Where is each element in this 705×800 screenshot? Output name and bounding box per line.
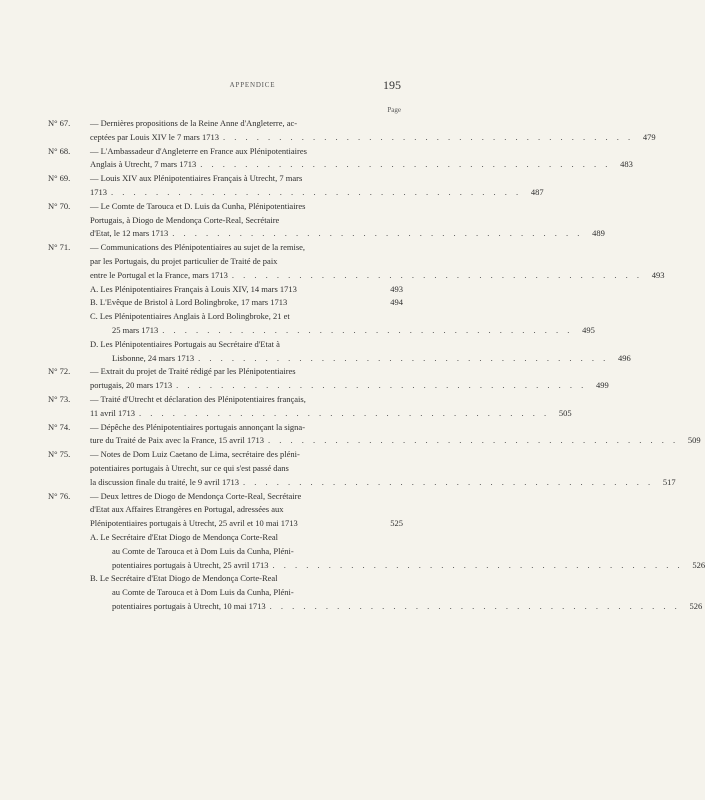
entry-text: — Dernières propositions de la Reine Anne d'Angleterre, ac- (90, 118, 298, 128)
entry-line (90, 241, 403, 255)
entry-text: Portugais, à Diogo de Mendonça Corte-Real, Secrétaire (90, 214, 280, 225)
dot-leader: . . . . . . . . . . . . . . . . . . . . . . . . . . . . . . . . . . . . . (176, 380, 587, 391)
dot-leader: . . . . . . . . . . . . . . . . . . . . . . . . . . . . . . . . . . . . . (162, 324, 573, 335)
entry-line (90, 117, 403, 131)
entry-line (90, 490, 403, 504)
page-ref: 517 (662, 476, 676, 487)
entry-text: par les Portugais, du projet particulier de Traité de paix (90, 255, 278, 266)
entry-line (90, 586, 403, 600)
entry-text: potentiaires portugais à Utrecht, 25 avril 1713 (112, 559, 269, 570)
toc-entry (48, 117, 656, 145)
entry-text: — Notes de Dom Luiz Caetano de Lima, secrétaire des pléni- (90, 449, 300, 460)
entry-line (90, 434, 701, 448)
entry-line (90, 158, 633, 172)
toc-entry (48, 448, 676, 489)
entry-text: — Louis XIV aux Plénipotentiaires Français à Utrecht, 7 mars (90, 173, 303, 184)
entry-text: entre le Portugal et la France, mars 1713 (90, 269, 228, 280)
page-ref: 525 (390, 518, 403, 529)
dot-leader: . . . . . . . . . . . . . . . . . . . . . . . . . . . . . . . . . . . . . (198, 352, 609, 363)
page-ref: 493 (390, 283, 403, 294)
toc-entry (48, 200, 605, 241)
entry-body (90, 365, 609, 393)
entry-line (90, 200, 403, 214)
entry-body (90, 241, 665, 365)
entry-line (90, 448, 403, 462)
entry-line (90, 462, 403, 476)
table-of-contents (48, 117, 705, 614)
entry-text: Lisbonne, 24 mars 1713 (112, 352, 195, 363)
entry-text: A. Les Plénipotentiaires Français à Louis XIV, 14 mars 1713 (90, 283, 297, 294)
entry-text: — Traité d'Utrecht et déclaration des Plénipotentiaires français, (90, 393, 306, 404)
entry-number: N° 72. (48, 366, 71, 377)
entry-number: N° 74. (48, 421, 71, 432)
entry-text: — L'Ambassadeur d'Angleterre en France aux Plénipotentiaires (90, 145, 307, 156)
entry-text: d'Etat aux Affaires Etrangères en Portugal, adressées aux (90, 504, 284, 515)
dot-leader: . . . . . . . . . . . . . . . . . . . . . . . . . . . . . . . . . . . . . (111, 186, 522, 197)
toc-entry (48, 172, 544, 200)
entry-text: A. Le Secrétaire d'Etat Diogo de Mendonça Corte-Real (90, 531, 278, 542)
entry-line (90, 421, 403, 435)
toc-entry (48, 490, 705, 614)
toc-subentry (90, 531, 705, 572)
entry-text: D. Les Plénipotentiaires Portugais au Secrétaire d'Etat à (90, 338, 280, 349)
entry-text: C. Les Plénipotentiaires Anglais à Lord Bolingbroke, 21 et (90, 311, 290, 322)
entry-body (90, 145, 633, 173)
entry-line (90, 227, 605, 241)
entry-line (90, 145, 403, 159)
entry-line (90, 283, 403, 297)
page-number: 195 (383, 78, 401, 92)
toc-entry (48, 241, 665, 365)
entry-text: B. L'Evêque de Bristol à Lord Bolingbroke, 17 mars 1713 (90, 297, 288, 308)
entry-text: d'Etat, le 12 mars 1713 (90, 228, 169, 239)
page-header (0, 78, 505, 94)
toc-subentry (90, 310, 595, 338)
dot-leader: . . . . . . . . . . . . . . . . . . . . . . . . . . . . . . . . . . . . . (272, 559, 684, 570)
page-ref: 493 (651, 269, 665, 280)
entry-number: N° 76. (48, 490, 71, 501)
page-ref: 499 (596, 380, 609, 391)
entry-line (90, 365, 403, 379)
entry-number: N° 75. (48, 449, 71, 460)
dot-leader: . . . . . . . . . . . . . . . . . . . . . . . . . . . . . . . . . . . . . (242, 476, 654, 487)
entry-line (90, 269, 665, 283)
entry-line (90, 559, 705, 573)
entry-line (90, 131, 656, 145)
entry-line (90, 600, 703, 614)
toc-subentry (90, 296, 403, 310)
entry-text: au Comte de Tarouca et à Dom Luis da Cunha, Pléni- (112, 545, 294, 556)
entry-number: N° 67. (48, 118, 71, 128)
entry-line (90, 531, 403, 545)
entry-text: potentiaires portugais à Utrecht, sur ce qui s'est passé dans (90, 462, 289, 473)
entry-text: au Comte de Tarouca et à Dom Luis da Cunha, Pléni- (112, 587, 294, 598)
entry-number: N° 71. (48, 242, 71, 253)
page-ref: 479 (642, 131, 656, 142)
entry-number: N° 70. (48, 200, 71, 211)
entry-text: B. Le Secrétaire d'Etat Diogo de Mendonça Corte-Real (90, 573, 278, 584)
entry-line (90, 393, 403, 407)
entry-text: portugais, 20 mars 1713 (90, 380, 173, 391)
entry-line (90, 517, 403, 531)
entry-body (90, 393, 572, 421)
entry-line (90, 407, 572, 421)
page-ref: 489 (592, 228, 605, 239)
dot-leader: . . . . . . . . . . . . . . . . . . . . . . . . . . . . . . . . . . . . . (200, 159, 611, 170)
entry-line (90, 296, 403, 310)
entry-body (90, 117, 656, 145)
entry-text: potentiaires portugais à Utrecht, 10 mai 1713 (112, 600, 266, 611)
entry-line (90, 338, 403, 352)
entry-line (90, 545, 403, 559)
entry-text: Anglais à Utrecht, 7 mars 1713 (90, 159, 197, 170)
entry-line (90, 186, 544, 200)
entry-line (90, 324, 595, 338)
entry-line (90, 379, 609, 393)
entry-text: ceptées par Louis XIV le 7 mars 1713 (90, 131, 219, 142)
entry-body (90, 172, 544, 200)
dot-leader: . . . . . . . . . . . . . . . . . . . . . . . . . . . . . . . . . . . . . (267, 435, 679, 446)
entry-text: — Deux lettres de Diogo de Mendonça Corte-Real, Secrétaire (90, 490, 302, 501)
entry-body (90, 421, 701, 449)
toc-entry (48, 365, 609, 393)
toc-subentry (90, 338, 631, 366)
dot-leader: . . . . . . . . . . . . . . . . . . . . . . . . . . . . . . . . . . . . . (222, 131, 634, 142)
page-ref: 494 (390, 297, 403, 308)
toc-entry (48, 421, 701, 449)
entry-text: 11 avril 1713 (90, 407, 136, 418)
entry-line (90, 476, 676, 490)
entry-number: N° 69. (48, 173, 71, 184)
entry-line (90, 172, 403, 186)
entry-text: — Le Comte de Tarouca et D. Luis da Cunha, Plénipotentiaires (90, 200, 306, 211)
page-ref: 526 (692, 559, 705, 570)
entry-text: Plénipotentiaires portugais à Utrecht, 25 avril et 10 mai 1713 (90, 518, 298, 529)
toc-entry (48, 393, 572, 421)
entry-body (90, 448, 676, 489)
entry-text: 1713 (90, 186, 107, 197)
entry-line (90, 503, 403, 517)
entry-text: — Extrait du projet de Traité rédigé par les Plénipotentiaires (90, 366, 296, 377)
entry-text: la discussion finale du traité, le 9 avril 1713 (90, 476, 239, 487)
entry-text: 25 mars 1713 (112, 324, 159, 335)
entry-text: ture du Traité de Paix avec la France, 15 avril 1713 (90, 435, 264, 446)
dot-leader: . . . . . . . . . . . . . . . . . . . . . . . . . . . . . . . . . . . . . (231, 269, 643, 280)
entry-body (90, 490, 705, 614)
toc-subentry (90, 572, 703, 613)
page-ref: 483 (620, 159, 633, 170)
page-ref: 526 (689, 600, 703, 611)
entry-line (90, 572, 403, 586)
page-ref: 496 (618, 352, 631, 363)
toc-entry (48, 145, 633, 173)
entry-text: — Dépêche des Plénipotentiaires portugais annonçant la signa- (90, 421, 306, 432)
dot-leader: . . . . . . . . . . . . . . . . . . . . . . . . . . . . . . . . . . . . . (139, 407, 550, 418)
toc-subentry (90, 283, 403, 297)
entry-line (90, 352, 631, 366)
dot-leader: . . . . . . . . . . . . . . . . . . . . . . . . . . . . . . . . . . . . . (172, 228, 583, 239)
dot-leader: . . . . . . . . . . . . . . . . . . . . . . . . . . . . . . . . . . . . . (269, 600, 681, 611)
page-ref: 505 (558, 407, 572, 418)
page-column-heading: Page (387, 106, 401, 114)
entry-line (90, 255, 403, 269)
page-ref: 487 (530, 186, 544, 197)
entry-line (90, 310, 403, 324)
entry-number: N° 68. (48, 145, 71, 156)
page-ref: 509 (687, 435, 701, 446)
entry-body (90, 200, 605, 241)
entry-number: N° 73. (48, 393, 71, 404)
entry-line (90, 214, 403, 228)
running-title: APPENDICE (229, 81, 276, 89)
entry-text: — Communications des Plénipotentiaires au sujet de la remise, (90, 242, 306, 253)
page-ref: 495 (582, 324, 595, 335)
